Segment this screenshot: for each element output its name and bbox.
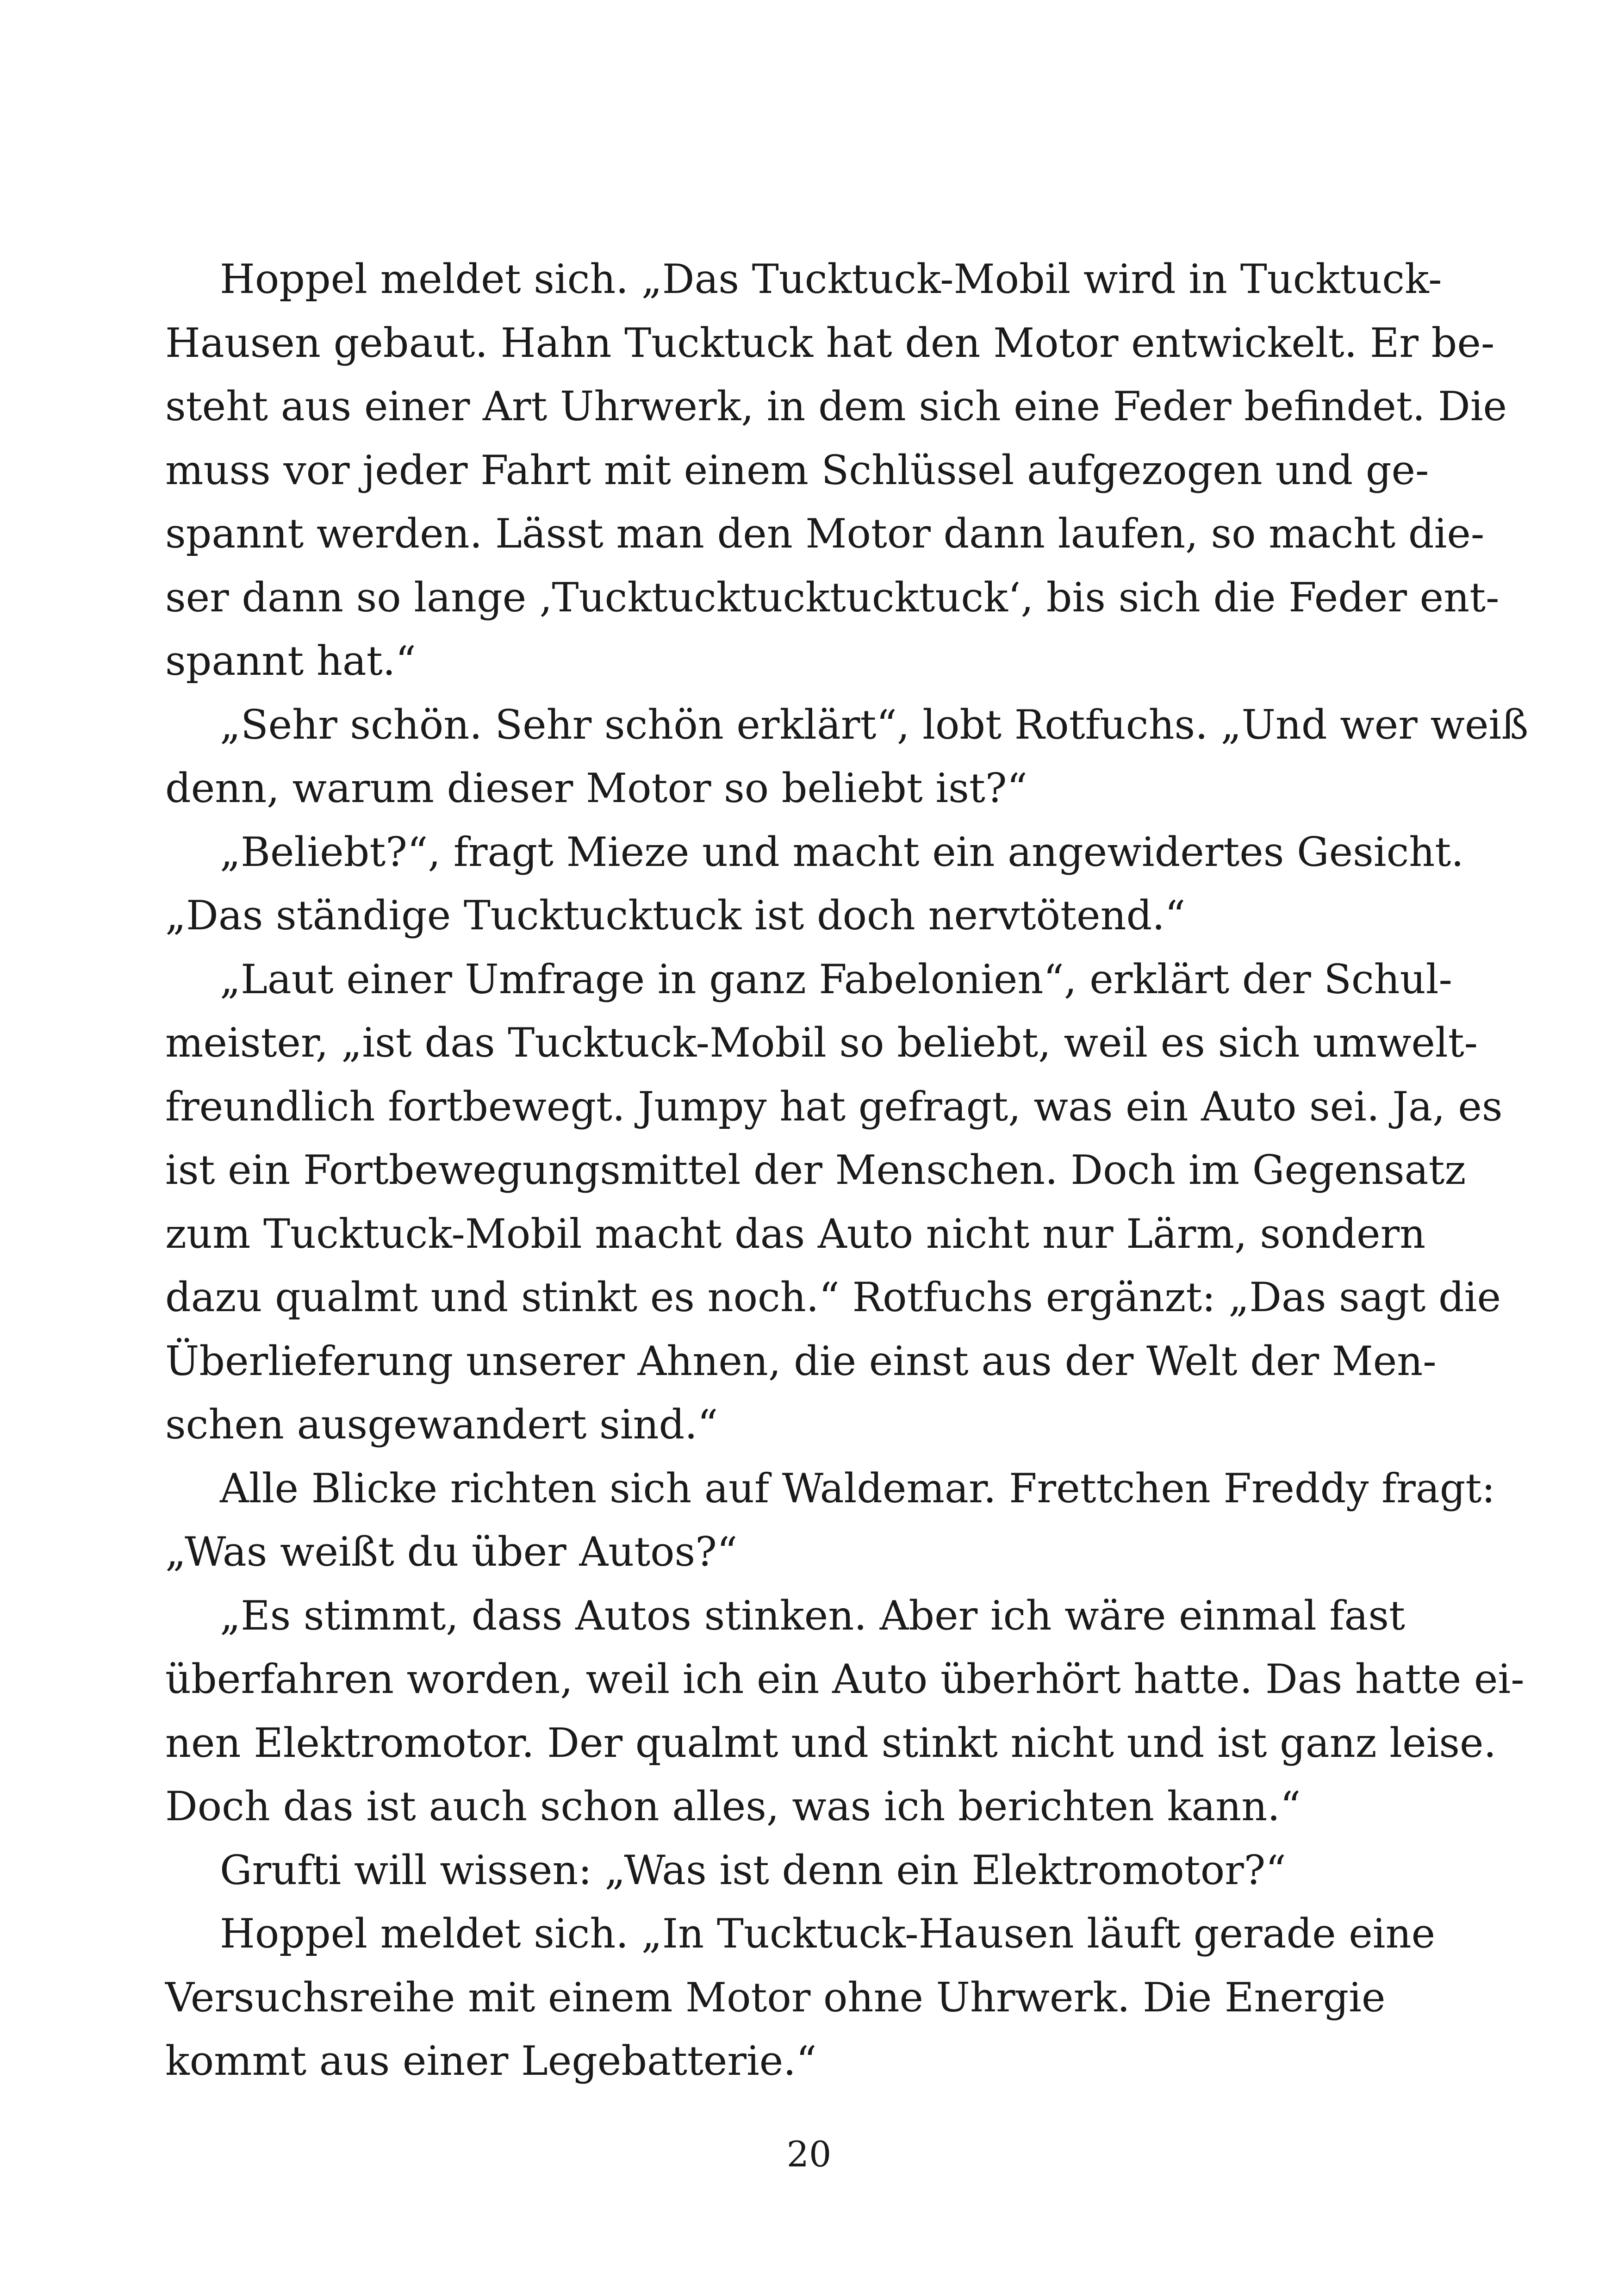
text-line: Hausen gebaut. Hahn Tucktuck hat den Motor entwickelt. Er be- — [165, 319, 1495, 367]
text-line: „Es stimmt, dass Autos stinken. Aber ich wäre einmal fast — [220, 1592, 1406, 1639]
text-line: muss vor jeder Fahrt mit einem Schlüssel aufgezogen und ge- — [165, 446, 1429, 494]
text-line: Alle Blicke richten sich auf Waldemar. Frettchen Freddy fragt: — [220, 1464, 1495, 1512]
text-line: zum Tucktuck-Mobil macht das Auto nicht nur Lärm, sondern — [165, 1210, 1426, 1257]
text-line: Doch das ist auch schon alles, was ich berichten kann.“ — [165, 1783, 1301, 1830]
text-line: denn, warum dieser Motor so beliebt ist?“ — [165, 765, 1027, 812]
text-line: dazu qualmt und stinkt es noch.“ Rotfuchs ergänzt: „Das sagt die — [165, 1274, 1501, 1321]
text-line: „Das ständige Tucktucktuck ist doch nervtötend.“ — [165, 892, 1186, 939]
text-line: „Beliebt?“, fragt Mieze und macht ein angewidertes Gesicht. — [220, 828, 1464, 876]
text-line: „Laut einer Umfrage in ganz Fabelonien“, erklärt der Schul- — [220, 955, 1452, 1003]
text-line: Überlieferung unserer Ahnen, die einst aus der Welt der Men- — [165, 1337, 1437, 1385]
text-line: freundlich fortbewegt. Jumpy hat gefragt, was ein Auto sei. Ja, es — [165, 1083, 1503, 1130]
text-line: schen ausgewandert sind.“ — [165, 1401, 718, 1448]
text-line: ist ein Fortbewegungsmittel der Menschen. Doch im Gegensatz — [165, 1146, 1466, 1194]
text-line: Versuchsreihe mit einem Motor ohne Uhrwerk. Die Energie — [165, 1973, 1386, 2021]
text-line: nen Elektromotor. Der qualmt und stinkt nicht und ist ganz leise. — [165, 1719, 1497, 1767]
text-line: Hoppel meldet sich. „In Tucktuck-Hausen läuft gerade eine — [220, 1910, 1436, 1957]
text-line: spannt hat.“ — [165, 637, 416, 684]
text-line: überfahren worden, weil ich ein Auto überhört hatte. Das hatte ei- — [165, 1655, 1525, 1703]
text-line: „Sehr schön. Sehr schön erklärt“, lobt Rotfuchs. „Und wer weiß — [220, 701, 1529, 748]
page-number: 20 — [786, 2134, 832, 2175]
text-line: ser dann so lange ‚Tucktucktucktucktuck‘, bis sich die Feder ent- — [165, 573, 1500, 621]
text-line: Hoppel meldet sich. „Das Tucktuck-Mobil wird in Tucktuck- — [220, 255, 1442, 303]
text-line: Grufti will wissen: „Was ist denn ein Elektromotor?“ — [220, 1846, 1286, 1894]
body-text — [165, 248, 1529, 2093]
text-line: meister, „ist das Tucktuck-Mobil so beliebt, weil es sich umwelt- — [165, 1019, 1478, 1066]
text-line: „Was weißt du über Autos?“ — [165, 1528, 738, 1575]
text-line: spannt werden. Lässt man den Motor dann laufen, so macht die- — [165, 510, 1485, 557]
text-line: kommt aus einer Legebatterie.“ — [165, 2037, 817, 2084]
text-line: steht aus einer Art Uhrwerk, in dem sich eine Feder befindet. Die — [165, 383, 1507, 430]
